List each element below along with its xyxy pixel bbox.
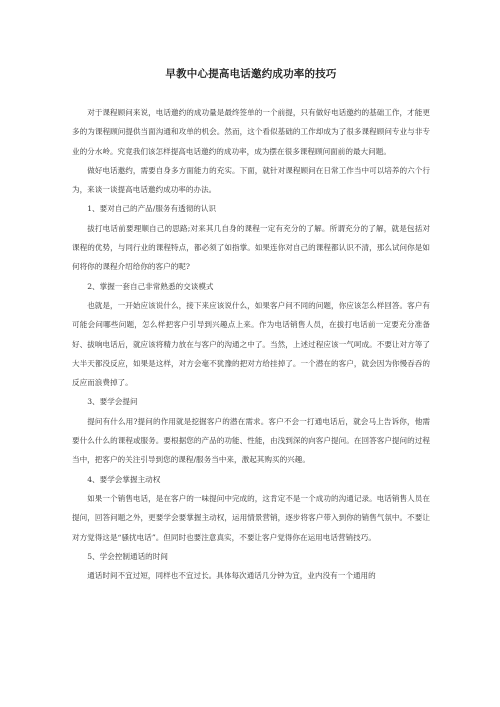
- section-heading: 4、要学会掌握主动权: [87, 474, 161, 484]
- section-heading: 3、要学会提问: [87, 397, 138, 407]
- section-body: 如果一个销售电话，是在客户的一味提问中完成的，这肯定不是一个成功的沟通记录。电话销售人员在提问，回答问题之外，更要学会要掌握主动权，运用情景营销，逐步将客户带入到你的销售气氛中。不要让对方觉得这是“骚扰电话”。但同时也要注意真实，不要让客户觉得你在运用电话营销技巧。: [72, 493, 430, 542]
- intro-paragraph: 对于课程顾问来说，电话邀约的成功量是最终签单的一个前提，只有做好电话邀约的基础工作，才能更多的为课程顾问提供当面沟通和攻单的机会。然而，这个看似基础的工作却成为了很多课程顾问专业与非专业的分水岭。究竟我们该怎样提高电话邀约的成功率，成为摆在很多课程顾问面前的最大问题。: [72, 108, 430, 156]
- section-heading: 5、学会控制通话的时间: [87, 551, 168, 561]
- section-heading: 2、掌握一套自己非常熟悉的交谈模式: [87, 281, 214, 291]
- document-title: 早教中心提高电话邀约成功率的技巧: [165, 68, 337, 80]
- intro-paragraph: 做好电话邀约，需要自身多方面能力的充实。下面，就针对课程顾问在日常工作当中可以培养的六个行为，来谈一谈提高电话邀约成功率的办法。: [72, 165, 430, 195]
- section-body: 提问有什么用?提问的作用就是挖掘客户的潜在需求。客户不会一打通电话后，就会马上告诉你，他需要什么什么的课程或服务。要根据您的产品的功能、性能，由浅到深的向客户提问。在回答客户提问的过程当中，把客户的关注引导到您的课程/服务当中来，激起其购买的兴趣。: [72, 416, 430, 465]
- section-body: 也就是，一开始应该说什么，接下来应该说什么，如果客户问不同的问题，你应该怎么样回答。客户有可能会问哪些问题，怎么样把客户引导到兴趣点上来。作为电话销售人员，在拔打电话前一定要充分准备好、拔响电话后，就应该将精力放在与客户的沟通之中了。当然，上述过程应该一气呵成。不要让对方等了大半天都没反应，如果是这样，对方会毫不犹豫的把对方给挂掉了。一个潜在的客户，就会因为你慢吞吞的反应而浪费掉了。: [72, 300, 430, 388]
- section-body: 拔打电话前要理顺自己的思路;对来其几自身的课程一定有充分的了解。所谓充分的了解，就是包括对课程的优势，与同行业的课程特点，都必须了如指掌。如果连你对自己的课程都认识不清，那么试问你是如何将你的课程介绍给你的客户的呢?: [72, 223, 430, 272]
- section-heading: 1、要对自己的产品/服务有透彻的认识: [87, 204, 217, 214]
- section-body: 通话时间不宜过短，同样也不宜过长。具体每次通话几分钟为宜，业内没有一个通用的: [87, 571, 376, 581]
